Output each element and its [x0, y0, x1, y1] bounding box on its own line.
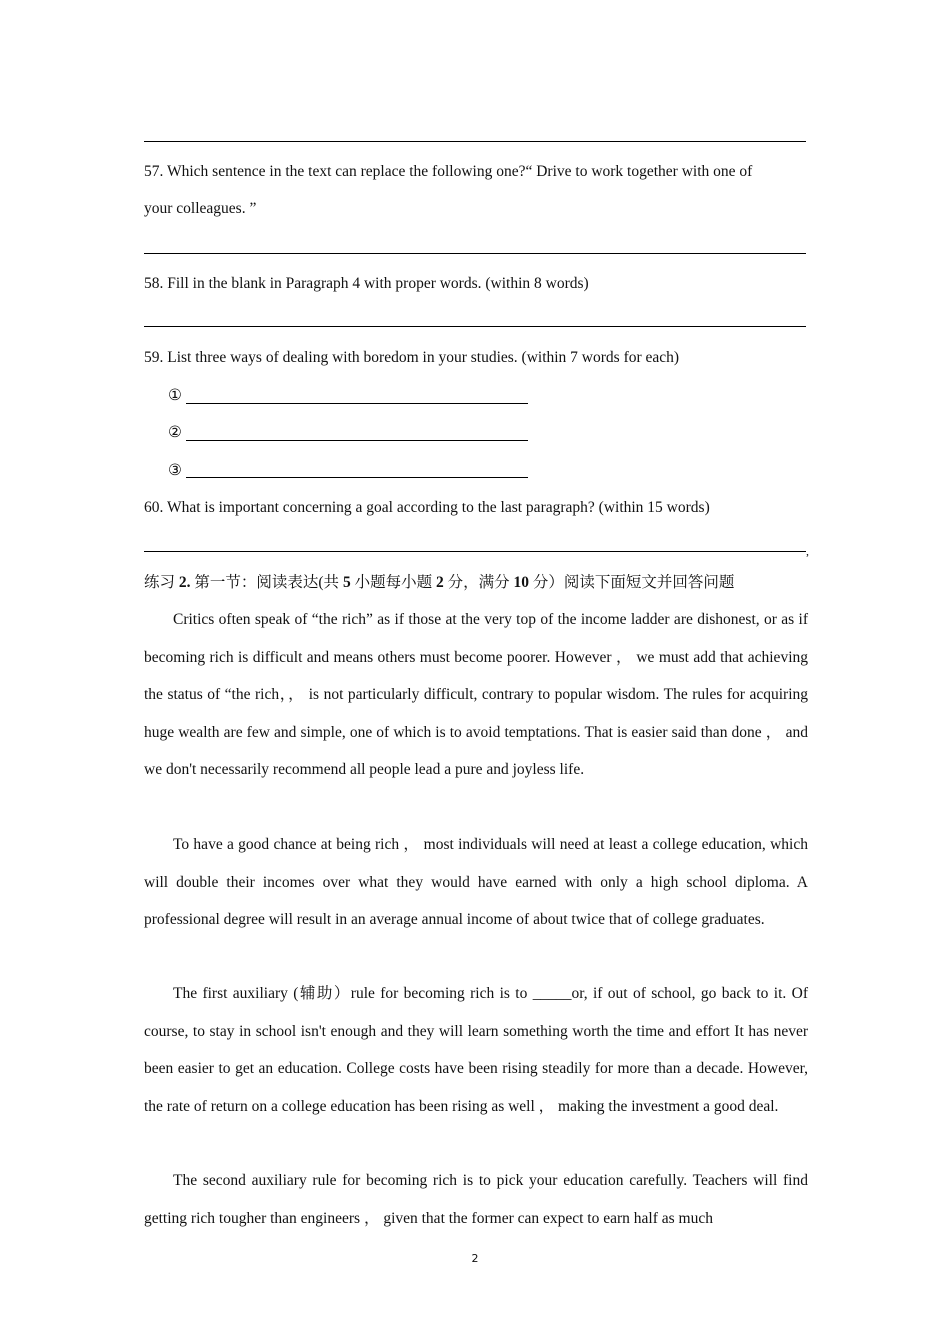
- question-57-line-2: your colleagues. ”: [144, 200, 257, 217]
- exercise-points: 2: [435, 574, 444, 591]
- answer-marker-1: ①: [168, 387, 182, 404]
- answer-marker-2: ②: [168, 424, 182, 441]
- passage-paragraph-1: Critics often speak of “the rich” as if those at the very top of the income ladder are dishonest, or as if becoming rich is difficult and means others must become poorer. However ， we must add that achieving the status of “the rich，， is not particularly difficult, contrary to popular wisdom. The rules for acquiring huge wealth are few and simple, one of which is to avoid temptations. That is easier said than done ， and we don't necessarily recommend all people lead a pure and joyless life.: [144, 611, 808, 778]
- passage-paragraph-4: The second auxiliary rule for becoming rich is to pick your education carefully. Teachers will find getting rich tougher than engineers ， given that the former can expect to earn half as much: [144, 1172, 808, 1227]
- answer-line-59-2[interactable]: [186, 440, 528, 441]
- exercise-prefix: 练习: [144, 574, 179, 591]
- answer-marker-3: ③: [168, 462, 182, 479]
- page-number: 2: [471, 1252, 479, 1265]
- exercise-suffix: 分）阅读下面短文并回答问题: [528, 574, 735, 591]
- passage-paragraph-2: To have a good chance at being rich ， most individuals will need at least a college education, which will double their incomes over what they would have earned with only a high school diploma. A professional degree will result in an average annual income of about twice that of college graduates.: [144, 836, 808, 928]
- answer-line-59-1[interactable]: [186, 403, 528, 404]
- exercise-count: 5: [342, 574, 351, 591]
- exercise-number: 2.: [178, 574, 191, 591]
- answer-line-57[interactable]: [144, 253, 806, 254]
- question-60: 60. What is important concerning a goal according to the last paragraph? (within 15 words): [144, 499, 710, 516]
- answer-line-56[interactable]: [144, 141, 806, 142]
- question-59: 59. List three ways of dealing with boredom in your studies. (within 7 words for each): [144, 349, 680, 366]
- exercise-heading: [144, 573, 734, 593]
- answer-line-tail-mark: ,: [806, 544, 809, 558]
- exercise-mid2: 分，满分: [443, 574, 514, 591]
- answer-line-59-3[interactable]: [186, 477, 528, 478]
- answer-line-60[interactable]: [144, 551, 806, 552]
- answer-line-58[interactable]: [144, 326, 806, 327]
- exercise-mid: 小题每小题: [350, 574, 436, 591]
- question-57-line-1: 57. Which sentence in the text can replace the following one?“ Drive to work together with one of: [144, 163, 753, 180]
- exercise-section: 第一节：阅读表达(共: [190, 574, 343, 591]
- passage-paragraph-3: The first auxiliary (辅助）rule for becoming rich is to _____or, if out of school, go back to it. Of course, to stay in school isn't enough and they will learn something worth the time and effort It has never been easier to get an education. College costs have been rising steadily for more than a decade. However, the rate of return on a college education has been rising as well ， making the investment a good deal.: [144, 985, 808, 1115]
- question-58: 58. Fill in the blank in Paragraph 4 with proper words. (within 8 words): [144, 275, 589, 292]
- exercise-total: 10: [513, 574, 529, 591]
